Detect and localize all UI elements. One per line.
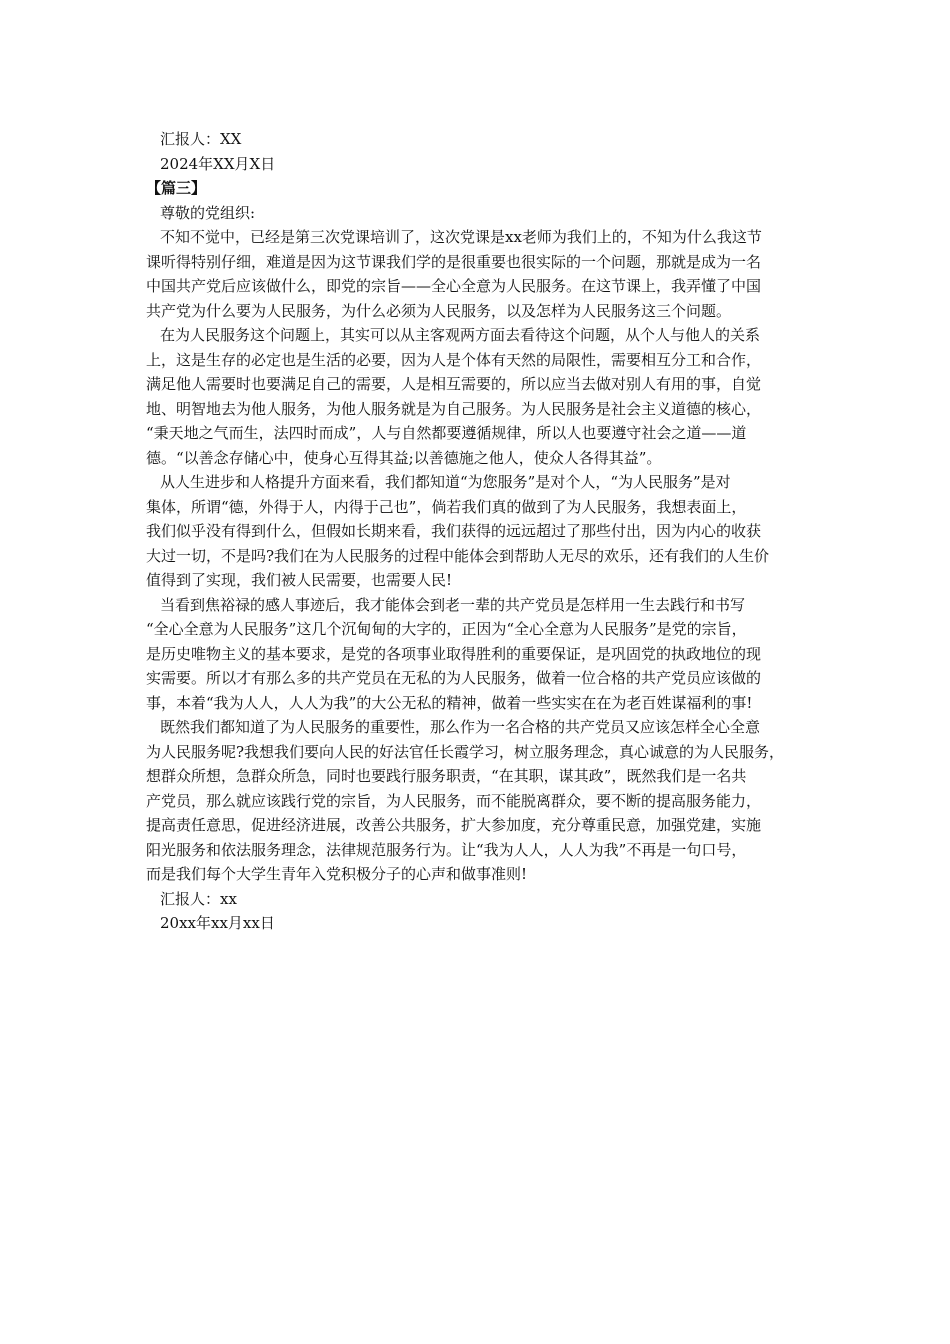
paragraph-line: 上，这是生存的必定也是生活的必要，因为人是个体有天然的局限性，需要相互分工和合作， — [146, 350, 762, 369]
paragraph-line: 在为人民服务这个问题上，其实可以从主客观两方面去看待这个问题，从个人与他人的关系 — [160, 326, 761, 344]
paragraph-line: 实需要。所以才有那么多的共产党员在无私的为人民服务，做着一位合格的共产党员应该做的 — [146, 669, 762, 687]
paragraph-line: “全心全意为人民服务”这几个沉甸甸的大字的，正因为“全心全意为人民服务”是党的宗旨， — [146, 620, 747, 638]
paragraph-line: 事，本着“我为人人，人人为我”的大公无私的精神，做着一些实实在在为老百姓谋福利的事! — [146, 693, 753, 712]
paragraph-line: 当看到焦裕禄的感人事迹后，我才能体会到老一辈的共产党员是怎样用一生去践行和书写 — [160, 595, 746, 614]
paragraph-line: 产党员，那么就应该践行党的宗旨，为人民服务，而不能脱离群众，要不断的提高服务能力， — [146, 791, 762, 810]
paragraph-line: 德。“以善念存储心中，使身心互得其益;以善德施之他人，使众人各得其益”。 — [146, 448, 662, 467]
paragraph-line: 中国共产党后应该做什么，即党的宗旨——全心全意为人民服务。在这节课上，我弄懂了中国 — [146, 277, 762, 295]
paragraph-line: 阳光服务和依法服务理念，法律规范服务行为。让“我为人人，人人为我”不再是一句口号， — [146, 840, 747, 859]
paragraph-line: 我们似乎没有得到什么，但假如长期来看，我们获得的远远超过了那些付出，因为内心的收获 — [146, 522, 762, 540]
paragraph-line: 不知不觉中，已经是第三次党课培训了，这次党课是xx老师为我们上的，不知为什么我这节 — [160, 228, 762, 246]
paragraph-line: 地、明智地去为他人服务，为他人服务就是为自己服务。为人民服务是社会主义道德的核心， — [146, 399, 762, 418]
salutation: 尊敬的党组织: — [160, 203, 256, 222]
paragraph-line: 值得到了实现，我们被人民需要，也需要人民! — [146, 571, 453, 589]
document-body — [146, 127, 814, 936]
paragraph-2 — [146, 323, 814, 470]
reporter-line: 汇报人：xx — [160, 889, 237, 908]
paragraph-line: 既然我们都知道了为人民服务的重要性，那么作为一名合格的共产党员又应该怎样全心全意 — [160, 718, 761, 736]
paragraph-line: 为人民服务呢?我想我们要向人民的好法官任长霞学习，树立服务理念，真心诚意的为人民服务， — [146, 742, 785, 761]
paragraph-line: “秉天地之气而生，法四时而成”，人与自然都要遵循规律，所以人也要遵守社会之道——道 — [146, 424, 747, 442]
date-line: 20xx年xx月xx日 — [160, 914, 275, 932]
section-title: 【篇三】 — [146, 179, 207, 197]
paragraph-line: 提高责任意思，促进经济进展，改善公共服务，扩大参加度，充分尊重民意，加强党建，实施 — [146, 816, 762, 834]
paragraph-1 — [146, 225, 814, 323]
paragraph-line: 满足他人需要时也要满足自己的需要，人是相互需要的，所以应当去做对别人有用的事，自觉 — [146, 375, 762, 393]
paragraph-line: 从人生进步和人格提升方面来看，我们都知道“为您服务”是对个人，“为人民服务”是对 — [160, 473, 731, 491]
paragraph-3 — [146, 470, 814, 593]
previous-reporter-line: 汇报人：XX — [160, 130, 242, 148]
paragraph-line: 共产党为什么要为人民服务，为什么必须为人民服务，以及怎样为人民服务这三个问题。 — [146, 301, 732, 320]
paragraph-line: 集体，所谓“德，外得于人，内得于己也”，倘若我们真的做到了为人民服务，我想表面上， — [146, 497, 747, 516]
paragraph-line: 想群众所想，急群众所急，同时也要践行服务职责，“在其职，谋其政”，既然我们是一名共 — [146, 767, 747, 785]
paragraph-line: 课听得特别仔细，难道是因为这节课我们学的是很重要也很实际的一个问题，那就是成为一名 — [146, 252, 762, 271]
paragraph-4 — [146, 593, 814, 716]
paragraph-line: 大过一切，不是吗?我们在为人民服务的过程中能体会到帮助人无尽的欢乐，还有我们的人生价 — [146, 546, 770, 565]
paragraph-5 — [146, 715, 814, 887]
previous-date-line: 2024年XX月X日 — [160, 154, 276, 173]
paragraph-line: 而是我们每个大学生青年入党积极分子的心声和做事准则! — [146, 865, 528, 883]
paragraph-line: 是历史唯物主义的基本要求，是党的各项事业取得胜利的重要保证，是巩固党的执政地位的现 — [146, 644, 762, 663]
